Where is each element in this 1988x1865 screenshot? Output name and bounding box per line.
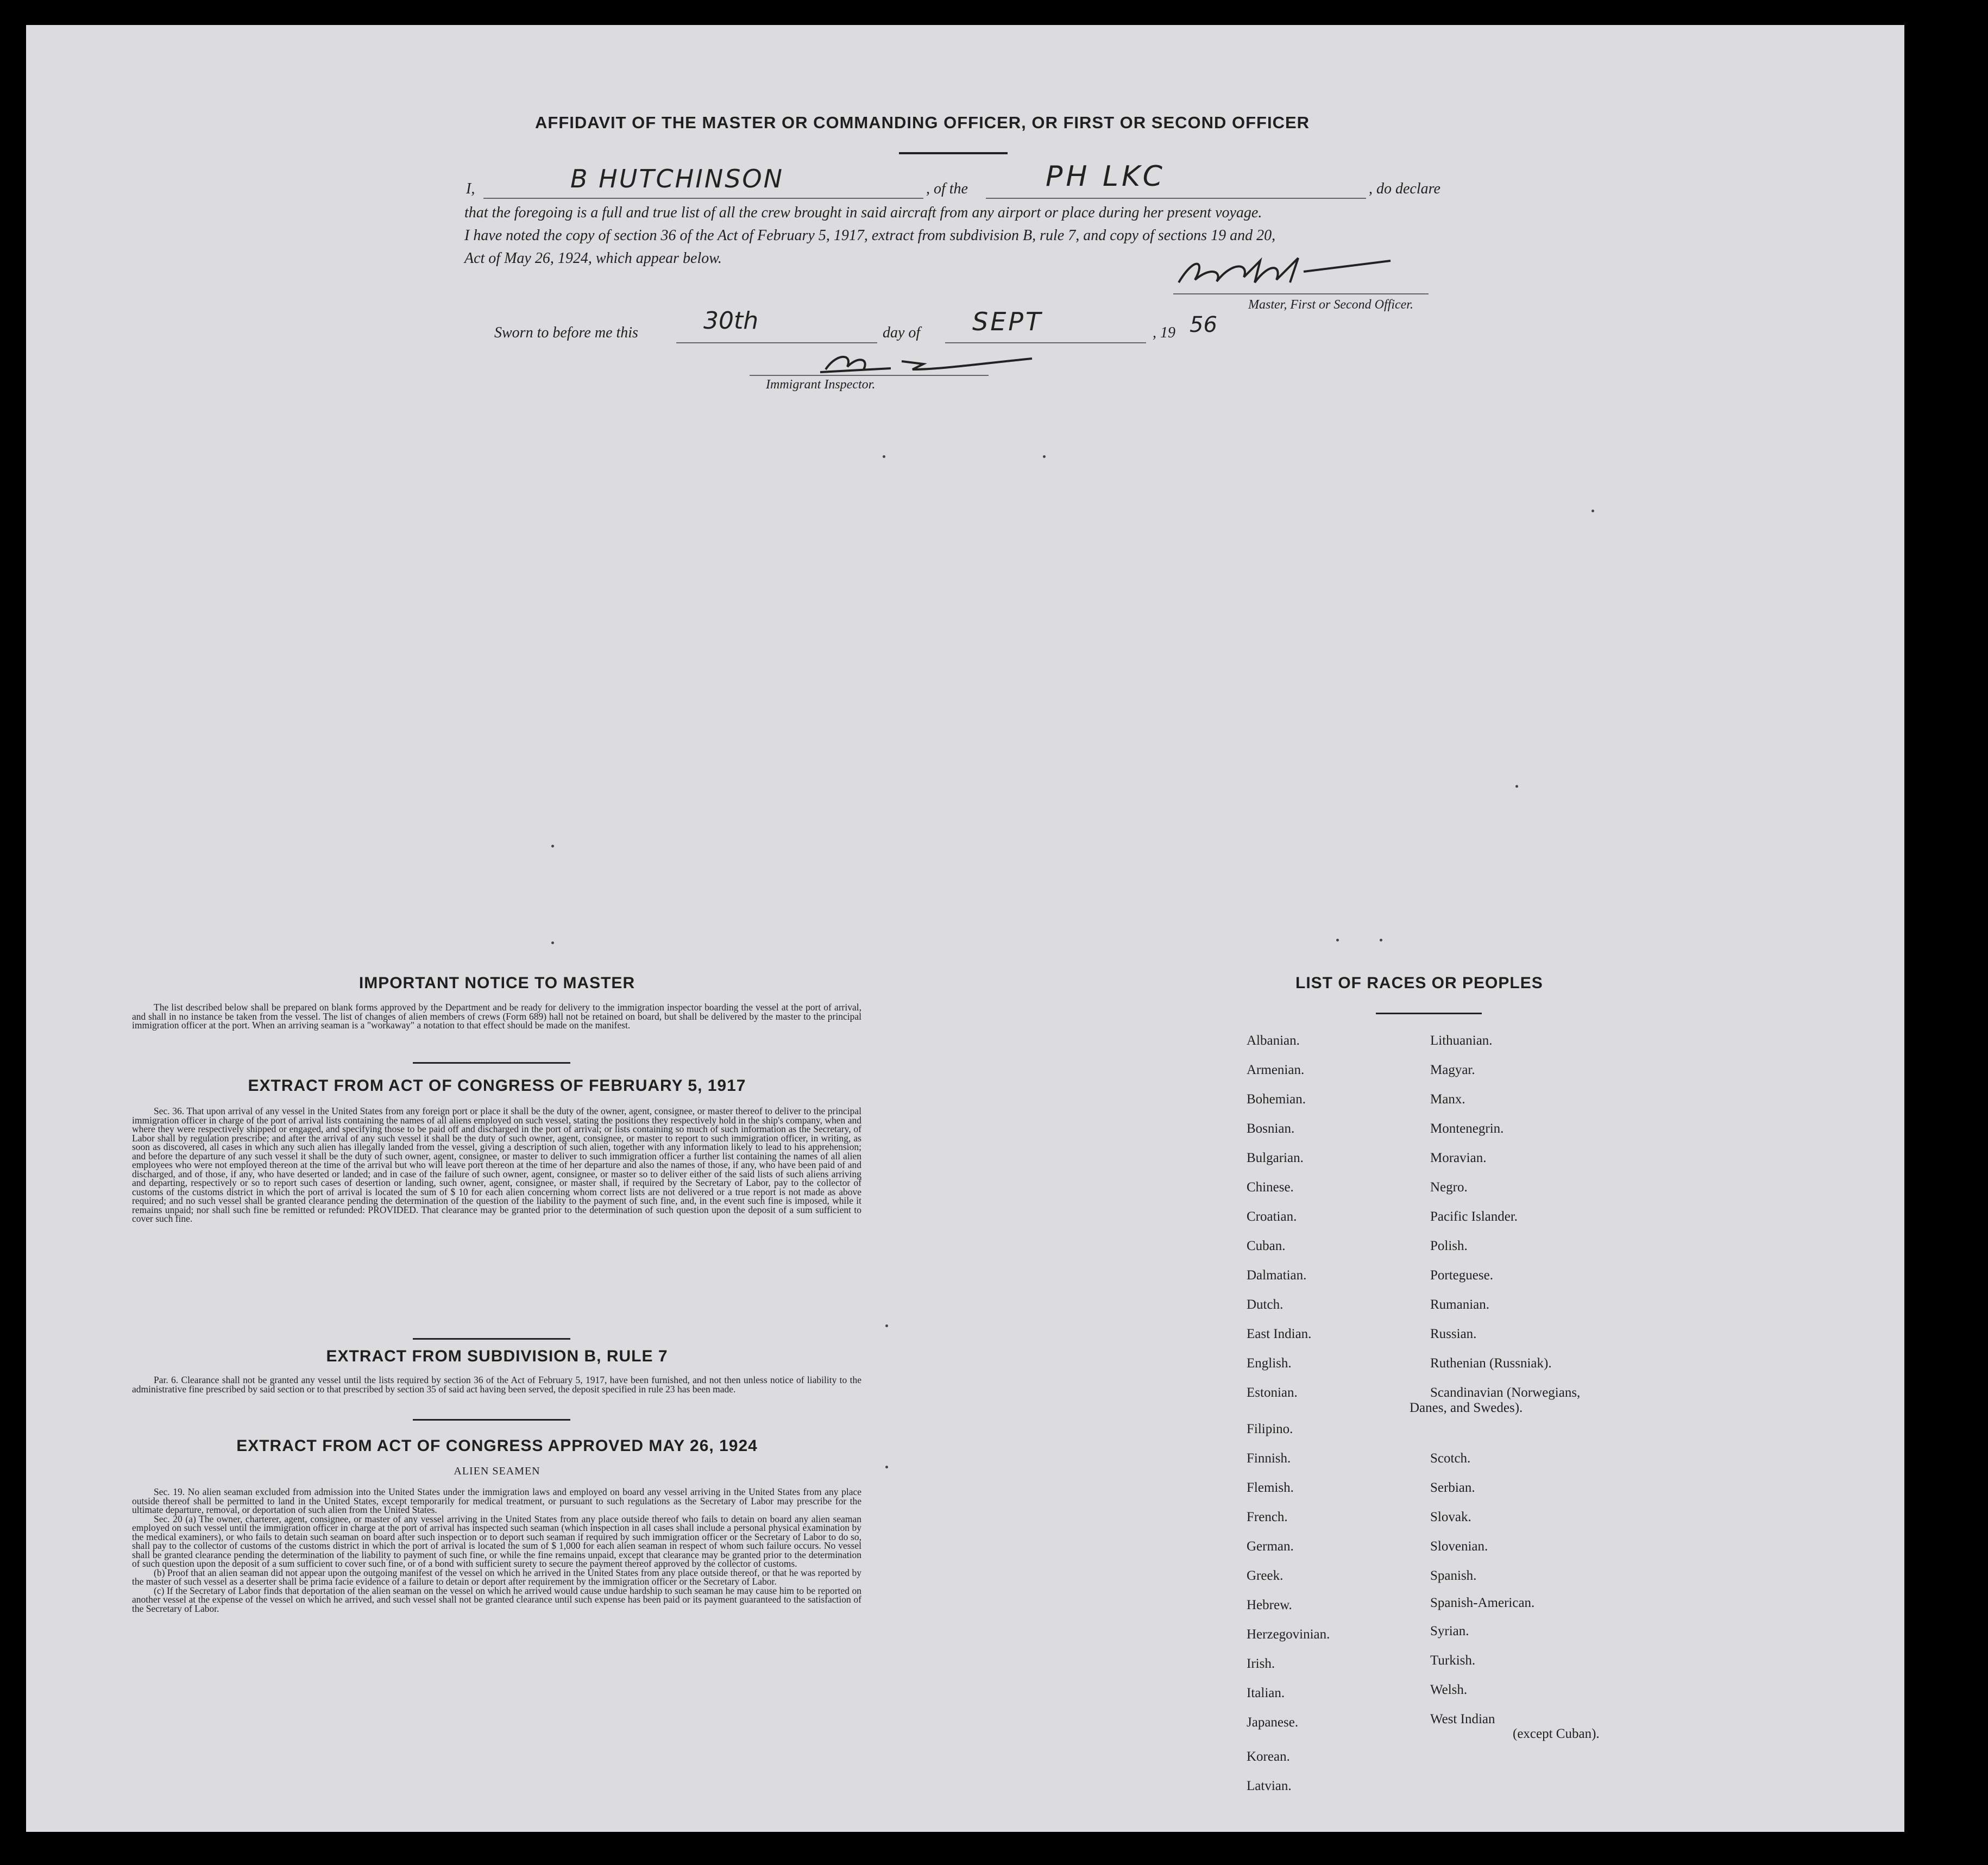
race-item-left: Latvian.: [1247, 1779, 1292, 1793]
year-prefix: , 19: [1153, 324, 1175, 341]
race-item-right: Serbian.: [1430, 1480, 1475, 1495]
race-item-left: Italian.: [1247, 1686, 1285, 1700]
extract-1924-sec19: Sec. 19. No alien seaman excluded from admission into the United States under the immigration laws and employed on board any vessel arriving in the United States from any place outside thereof shall be permitted to land in the United States, except temporarily for medical treatment, or pursuant to such regulations as the Secretary of Labor may prescribe for the ultimate departure, removal, or deportation of such alien from the United States.: [132, 1486, 861, 1515]
master-caption: Master, First or Second Officer.: [1248, 298, 1413, 312]
race-item-left: East Indian.: [1247, 1327, 1312, 1341]
extract-1917-title: EXTRACT FROM ACT OF CONGRESS OF FEBRUARY 5, 1917: [248, 1077, 746, 1095]
master-signature-line: [1173, 293, 1429, 294]
race-item-right: Porteguese.: [1430, 1268, 1493, 1283]
affidavit-title-rule: [899, 152, 1008, 154]
inspector-line: [750, 375, 989, 376]
race-item-right: Russian.: [1430, 1327, 1477, 1341]
race-item-left: Albanian.: [1247, 1033, 1300, 1048]
race-item-left: Flemish.: [1247, 1480, 1294, 1495]
race-item-right: Scotch.: [1430, 1451, 1471, 1466]
speck: [551, 941, 554, 944]
rule7-body: [132, 1376, 861, 1393]
race-item-right: Syrian.: [1430, 1624, 1469, 1638]
race-item-right: Manx.: [1430, 1092, 1465, 1107]
race-item-left: Estonian.: [1247, 1385, 1298, 1400]
notice-paragraph: The list described below shall be prepared on blank forms approved by the Department and be ready for delivery to the immigration inspector boarding the vessel at the port of arrival, and shall in no instance be taken from the vessel. The list of changes of alien members of crews (Form 689) hall not be retained on board, but shall be delivered by the master to the principal immigration officer at the port. When an arriving seaman is a "workaway" a notation to that effect should be made on the manifest.: [132, 1002, 861, 1031]
race-item-right: Spanish.: [1430, 1568, 1477, 1583]
race-item-right: Lithuanian.: [1430, 1033, 1493, 1048]
race-item-left: Chinese.: [1247, 1180, 1294, 1195]
vessel-handwritten: PH LKC: [1046, 160, 1166, 193]
race-item-left: Japanese.: [1247, 1715, 1299, 1730]
month-line: [945, 342, 1146, 343]
name-handwritten: B HUTCHINSON: [570, 164, 784, 193]
race-item-left: Bosnian.: [1247, 1121, 1295, 1136]
race-item-left: Croatian.: [1247, 1209, 1297, 1224]
speck: [551, 845, 554, 847]
race-item-right: Slovenian.: [1430, 1539, 1488, 1554]
speck: [1380, 939, 1382, 941]
speck: [883, 455, 885, 458]
extract-1917-paragraph: Sec. 36. That upon arrival of any vessel in the United States from any foreign port or place it shall be the duty of the owner, agent, consignee, or master thereof to deliver to the principal immigration officer in charge of the port of arrival lists containing the names of all aliens employed on such vessel, stating the positions they respectively hold in the ship's company, when and where they were respectively shipped or engaged, and specifying those to be paid off and discharged in the port of arrival; or lists containing so much of such information as the Secretary, of Labor shall by regulation prescribe; and after the arrival of any such vessel it shall be the duty of such owner, agent, consignee, or master to report to such immigration officer, in writing, as soon as discovered, all cases in which any such alien has illegally landed from the vessel, giving a description of such alien, together with any information likely to lead to his apprehension; and before the departure of any such vessel it shall be the duty of such owner, agent, consignee, or master to deliver to such immigration officer a further list containing the names of all alien employees who were not employed thereon at the time of the arrival but who will leave port thereon at the time of her departure and also the names of those, if any, who have been paid of and discharged, and of those, if any, who have deserted or landed; and in case of the failure of such owner, agent, consignee, or master so to deliver either of the said lists of such aliens arriving and departing, respectively or so to report such cases of desertion or landing, such owner, agent, consignee, or master shall, if required by the Secretary of Labor, pay to the collector of customs of the customs district in which the port of arrival is located the sum of $ 10 for each alien concerning whom correct lists are not delivered or a true report is not made as above required; and no such vessel shall be granted clearance pending the determination of the question of the liability to the payment of such fine, and, in the event such fine is imposed, while it remains unpaid; nor shall such fine be remitted or refunded: PROVIDED. That clearance may be granted prior to the determination of such question upon the deposit of a sum sufficient to cover such fine.: [132, 1106, 861, 1224]
race-item-left: Herzegovinian.: [1247, 1627, 1330, 1642]
races-title-rule: [1376, 1013, 1482, 1014]
master-signature: [1173, 250, 1401, 293]
race-item-left: Finnish.: [1247, 1451, 1291, 1466]
speck: [1591, 510, 1594, 512]
race-item-left: German.: [1247, 1539, 1294, 1554]
race-item-right: West Indian: [1430, 1712, 1495, 1726]
extract-1924-subtitle: ALIEN SEAMEN: [454, 1465, 540, 1477]
race-item-left: Armenian.: [1247, 1063, 1305, 1077]
notice-title: IMPORTANT NOTICE TO MASTER: [358, 974, 636, 992]
race-item-right: Montenegrin.: [1430, 1121, 1504, 1136]
extract-1924-title: EXTRACT FROM ACT OF CONGRESS APPROVED MAY 26, 1924: [236, 1437, 758, 1455]
day-line: [676, 342, 877, 343]
month-handwritten: SEPT: [972, 307, 1043, 336]
extract-1924-body: [132, 1487, 861, 1613]
affidavit-title: AFFIDAVIT OF THE MASTER OR COMMANDING OFFICER, OR FIRST OR SECOND OFFICER: [535, 113, 1310, 132]
race-item-right: Slovak.: [1430, 1510, 1471, 1524]
day-of-label: day of: [883, 324, 921, 341]
inspector-caption: Immigrant Inspector.: [766, 378, 876, 392]
notice-rule: [413, 1062, 570, 1064]
extract-1924-sec20c: (c) If the Secretary of Labor finds that deportation of the alien seaman on the vessel on which he arrived would cause undue hardship to such seaman he may cause him to be reported on another vessel at the expense of the vessel on which he arrived, and such vessel shall not be granted clearance until such expense has been paid or its payment guaranteed to the satisfaction of the Secretary of Labor.: [132, 1585, 861, 1614]
affidavit-line-3: Act of May 26, 1924, which appear below.: [464, 250, 722, 267]
race-item-right: Welsh.: [1430, 1682, 1468, 1697]
race-item-left: Dutch.: [1247, 1297, 1284, 1312]
race-item-left: Greek.: [1247, 1568, 1284, 1583]
race-item-left: Filipino.: [1247, 1422, 1293, 1436]
notice-body: [132, 1003, 861, 1030]
race-item-right: Magyar.: [1430, 1063, 1475, 1077]
extract-1924-sec20b: (b) Proof that an alien seaman did not appear upon the outgoing manifest of the vessel on which he arrived in the United States from any place outside thereof, or that he was reported by the master of such vessel as a deserter shall be prima facie evidence of a failure to detain or deport after requirement by the immigration officer or the Secretary of Labor.: [132, 1567, 861, 1587]
races-title: LIST OF RACES OR PEOPLES: [1295, 974, 1543, 992]
rule7-paragraph: Par. 6. Clearance shall not be granted any vessel until the lists required by section 36 of the Act of February 5, 1917, have been furnished, and not then unless notice of liability to the administrative fine prescribed by said section or to that prescribed by section 35 of said act having been served, the deposit specified in rule 23 has been made.: [132, 1374, 861, 1395]
year-handwritten: 56: [1190, 312, 1217, 337]
affidavit-of-the: , of the: [926, 180, 968, 197]
race-item-right: (except Cuban).: [1513, 1726, 1600, 1741]
affidavit-i-label: I,: [466, 180, 475, 197]
vessel-line: [986, 198, 1366, 199]
race-item-right: Scandinavian (Norwegians,: [1430, 1385, 1581, 1400]
rule7-rule: [413, 1419, 570, 1421]
race-item-left: Cuban.: [1247, 1239, 1286, 1253]
race-item-right: Danes, and Swedes).: [1410, 1401, 1523, 1415]
race-item-right: Negro.: [1430, 1180, 1468, 1195]
race-item-left: French.: [1247, 1510, 1288, 1524]
affidavit-line-2: I have noted the copy of section 36 of the Act of February 5, 1917, extract from subdivision B, rule 7, and copy of sections 19 and 20,: [464, 227, 1276, 244]
speck: [885, 1324, 888, 1327]
race-item-left: Dalmatian.: [1247, 1268, 1307, 1283]
extract-1924-sec20a: Sec. 20 (a) The owner, charterer, agent, consignee, or master of any vessel arriving in the United States from any place outside thereof who fails to detain on board any alien seaman employed on such vessel until the immigration officer in charge at the port of arrival has inspected such seaman (which inspection in all cases shall include a personal physical examination by the medical examiners), or who fails to detain such seaman on board after such inspection or to deport such seaman if required by such immigration officer or the Secretary of Labor to do so, shall pay to the collector of customs of the customs district in which the port of arrival is located the sum of $ 1,000 for each alien seaman in respect of whom such failure occurs. No vessel shall be granted clearance pending the determination of the liability to payment of such fine, or while the fine remains unpaid, except that clearance may be granted prior to the determination of such question upon the deposit of a sum sufficient to cover such fine, or of a bond with sufficient surety to secure the payment thereof approved by the collector of customs.: [132, 1513, 861, 1569]
affidavit-do-declare: , do declare: [1369, 180, 1440, 197]
extract-1917-body: [132, 1107, 861, 1223]
affidavit-line-1: that the foregoing is a full and true list of all the crew brought in said aircraft from any airport or place during her present voyage.: [464, 204, 1262, 221]
race-item-left: English.: [1247, 1356, 1292, 1371]
speck: [1515, 785, 1518, 788]
race-item-left: Hebrew.: [1247, 1598, 1292, 1612]
race-item-left: Bohemian.: [1247, 1092, 1306, 1107]
race-item-left: Irish.: [1247, 1656, 1275, 1671]
speck: [885, 1466, 888, 1468]
day-handwritten: 30th: [703, 307, 759, 335]
race-item-right: Polish.: [1430, 1239, 1468, 1253]
race-item-left: Bulgarian.: [1247, 1151, 1304, 1165]
race-item-left: Korean.: [1247, 1749, 1290, 1764]
name-line: [483, 198, 923, 199]
race-item-right: Moravian.: [1430, 1151, 1487, 1165]
rule7-title: EXTRACT FROM SUBDIVISION B, RULE 7: [326, 1347, 668, 1365]
race-item-right: Pacific Islander.: [1430, 1209, 1518, 1224]
race-item-right: Rumanian.: [1430, 1297, 1490, 1312]
extract-1917-rule: [413, 1338, 570, 1340]
race-item-right: Ruthenian (Russniak).: [1430, 1356, 1552, 1371]
speck: [1336, 939, 1339, 941]
sworn-label: Sworn to before me this: [494, 324, 638, 341]
race-item-right: Spanish-American.: [1430, 1596, 1535, 1610]
speck: [1043, 455, 1046, 458]
race-item-right: Turkish.: [1430, 1653, 1476, 1668]
